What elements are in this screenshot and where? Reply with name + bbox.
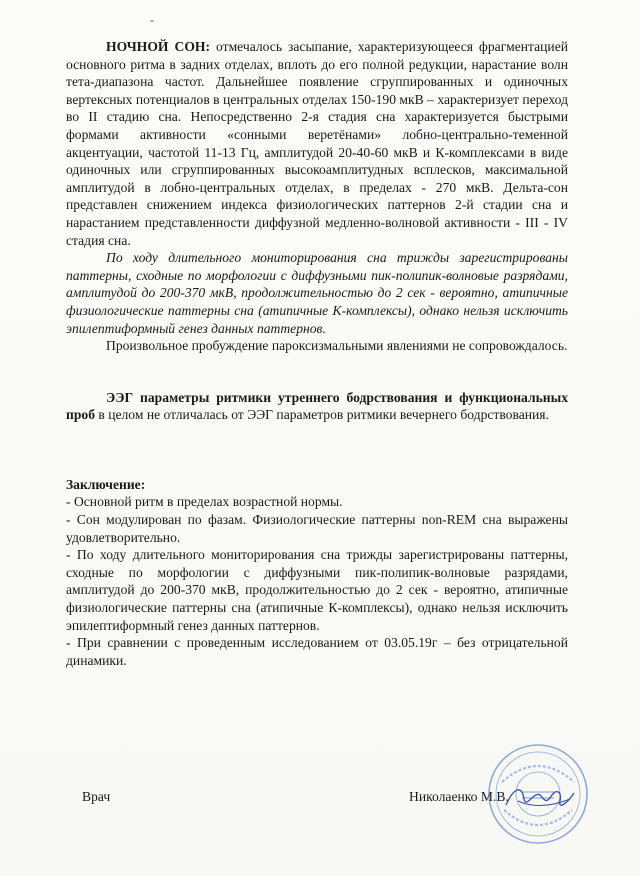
- awakening-paragraph: Произвольное пробуждение пароксизмальными явлениями не сопровождалось.: [106, 338, 568, 354]
- night-sleep-text: отмечалось засыпание, характеризующееся фрагментацией основного ритма в задних отделах, вплоть до его полной редукции, нарастание волн тета-диапазона частот. Дальнейшее появление сгруппированных и одиночных вертексных потенциалов в центральных отделах 150-190 мкВ – характеризует переход во II стадию сна. Непосредственно 2-я стадия сна характеризуется быстрыми формами активности «сонными веретёнами» лобно-центрально-теменной акцентуации, частотой 11-13 Гц, амплитудой 20-40-60 мкВ и К-комплексами в виде одиночных или сгруппированных высокоамплитудных всплесков, максимальной амплитудой в лобно-центральных отделах, в пределах - 270 мкВ. Дельта-сон представлен снижением индекса физиологических паттернов 2-й стадии сна и нарастанием представленности диффузной медленно-волновой активности - III - IV стадия сна.: [66, 39, 568, 248]
- conclusion-list: [66, 493, 568, 669]
- signature-row: [0, 789, 640, 819]
- doctor-role: Врач: [82, 789, 111, 804]
- conclusion-item: - При сравнении с проведенным исследованием от 03.05.19г – без отрицательной динамики.: [66, 634, 568, 669]
- night-sleep-heading: НОЧНОЙ СОН:: [106, 39, 211, 54]
- conclusion-item: - Основной ритм в пределах возрастной нормы.: [66, 493, 568, 511]
- report-body: [66, 38, 568, 669]
- monitoring-paragraph: По ходу длительного мониторирования сна трижды зарегистрированы паттерны, сходные по морфологии с диффузными пик-полипик-волновые разрядами, амплитудой до 200-370 мкВ, продолжительностью до 2 сек - вероятно, атипичные физиологические паттерны сна (атипичные К-комплексы), однако нельзя исключить эпилептиформный генез данных паттернов.: [66, 250, 568, 336]
- morning-heading: ЭЭГ параметры ритмики утреннего бодрствования и функциональных проб: [66, 389, 568, 423]
- conclusion-item: - Сон модулирован по фазам. Физиологические паттерны non-REM сна выражены удовлетворительно.: [66, 511, 568, 546]
- morning-paragraph: [66, 389, 568, 424]
- night-sleep-paragraph: [66, 38, 568, 249]
- conclusion-heading: [66, 476, 568, 494]
- scan-speck: [150, 20, 154, 22]
- conclusion-heading-text: Заключение:: [66, 476, 146, 492]
- conclusion-item: - По ходу длительного мониторирования сна трижды зарегистрированы паттерны, сходные по морфологии с диффузными пик-полипик-волновые разрядами, амплитудой до 200-370 мкВ, продолжительностью до 2 сек - вероятно, атипичные физиологические паттерны сна (атипичные К-комплексы), однако нельзя исключить эпилептиформный генез данных паттернов.: [66, 546, 568, 634]
- morning-text: в целом не отличалась от ЭЭГ параметров ритмики вечернего бодрствования.: [95, 407, 549, 423]
- handwritten-signature-icon: [500, 781, 582, 815]
- doctor-name: Николаенко М.В.: [409, 789, 509, 804]
